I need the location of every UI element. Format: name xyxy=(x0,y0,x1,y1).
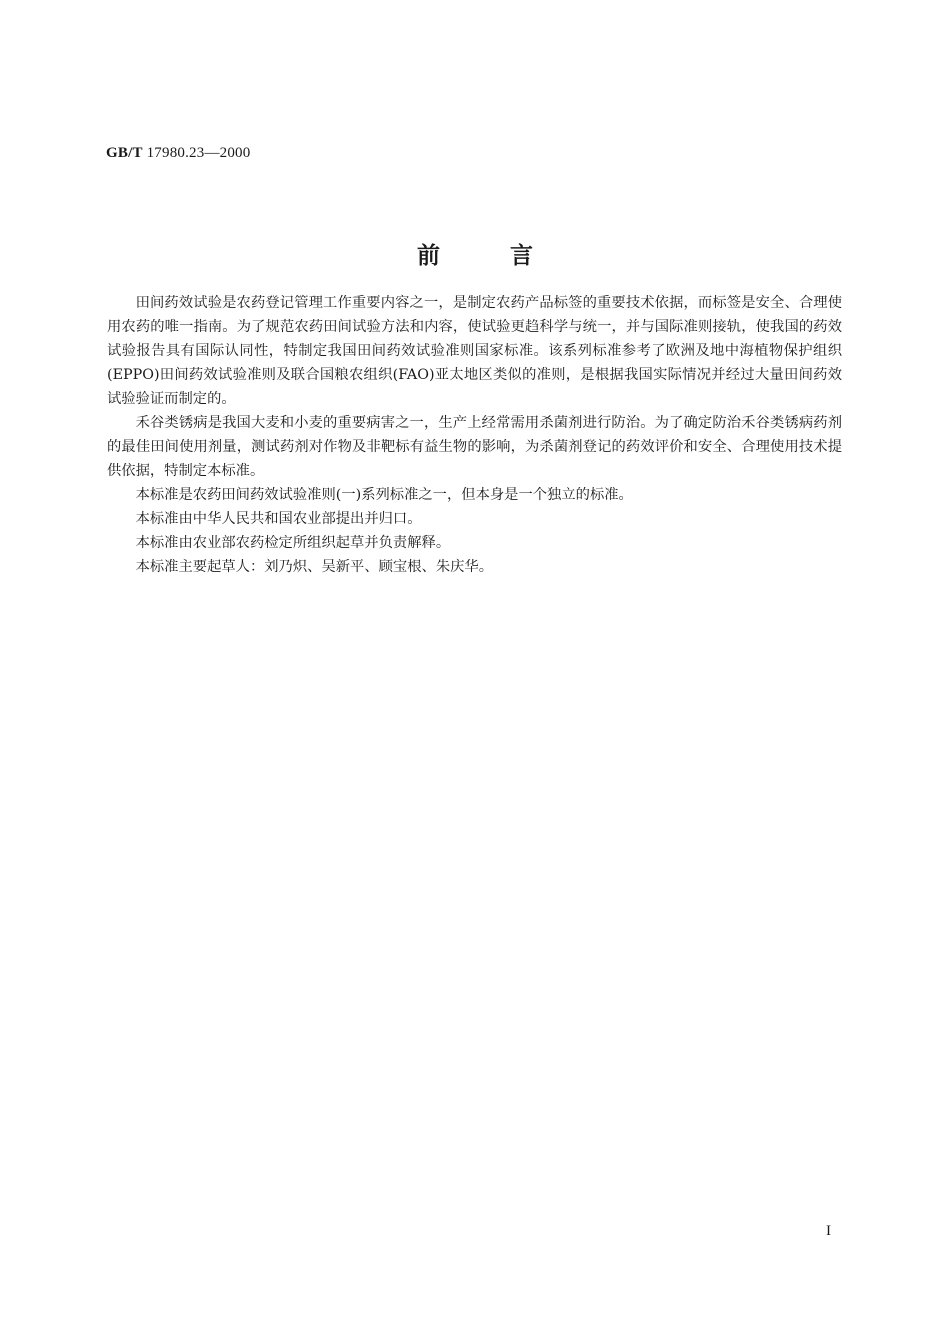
preface-body xyxy=(107,291,842,579)
standard-code-prefix: GB/T xyxy=(106,145,143,161)
standard-code xyxy=(106,145,250,162)
paragraph: 本标准主要起草人：刘乃炽、吴新平、顾宝根、朱庆华。 xyxy=(135,559,494,575)
page-title: 前言 xyxy=(417,243,603,269)
paragraph: 禾谷类锈病是我国大麦和小麦的重要病害之一，生产上经常需用杀菌剂进行防治。为了确定防治禾谷类锈病药剂的最佳田间使用剂量，测试药剂对作物及非靶标有益生物的影响，为杀菌剂登记的药效评价和安全、合理使用技术提供依据，特制定本标准。 xyxy=(107,415,842,479)
paragraph: 本标准由中华人民共和国农业部提出并归口。 xyxy=(135,511,422,527)
paragraph: 本标准是农药田间药效试验准则(一)系列标准之一，但本身是一个独立的标准。 xyxy=(135,487,633,503)
paragraph: 本标准由农业部农药检定所组织起草并负责解释。 xyxy=(135,535,451,551)
paragraph: 田间药效试验是农药登记管理工作重要内容之一，是制定农药产品标签的重要技术依据，而标签是安全、合理使用农药的唯一指南。为了规范农药田间试验方法和内容，使试验更趋科学与统一，并与国际准则接轨，使我国的药效试验报告具有国际认同性，特制定我国田间药效试验准则国家标准。该系列标准参考了欧洲及地中海植物保护组织(EPPO)田间药效试验准则及联合国粮农组织(FAO)亚太地区类似的准则，是根据我国实际情况并经过大量田间药效试验验证而制定的。 xyxy=(107,295,842,407)
page-number: I xyxy=(826,1223,831,1239)
standard-code-number: 17980.23—2000 xyxy=(146,145,251,161)
